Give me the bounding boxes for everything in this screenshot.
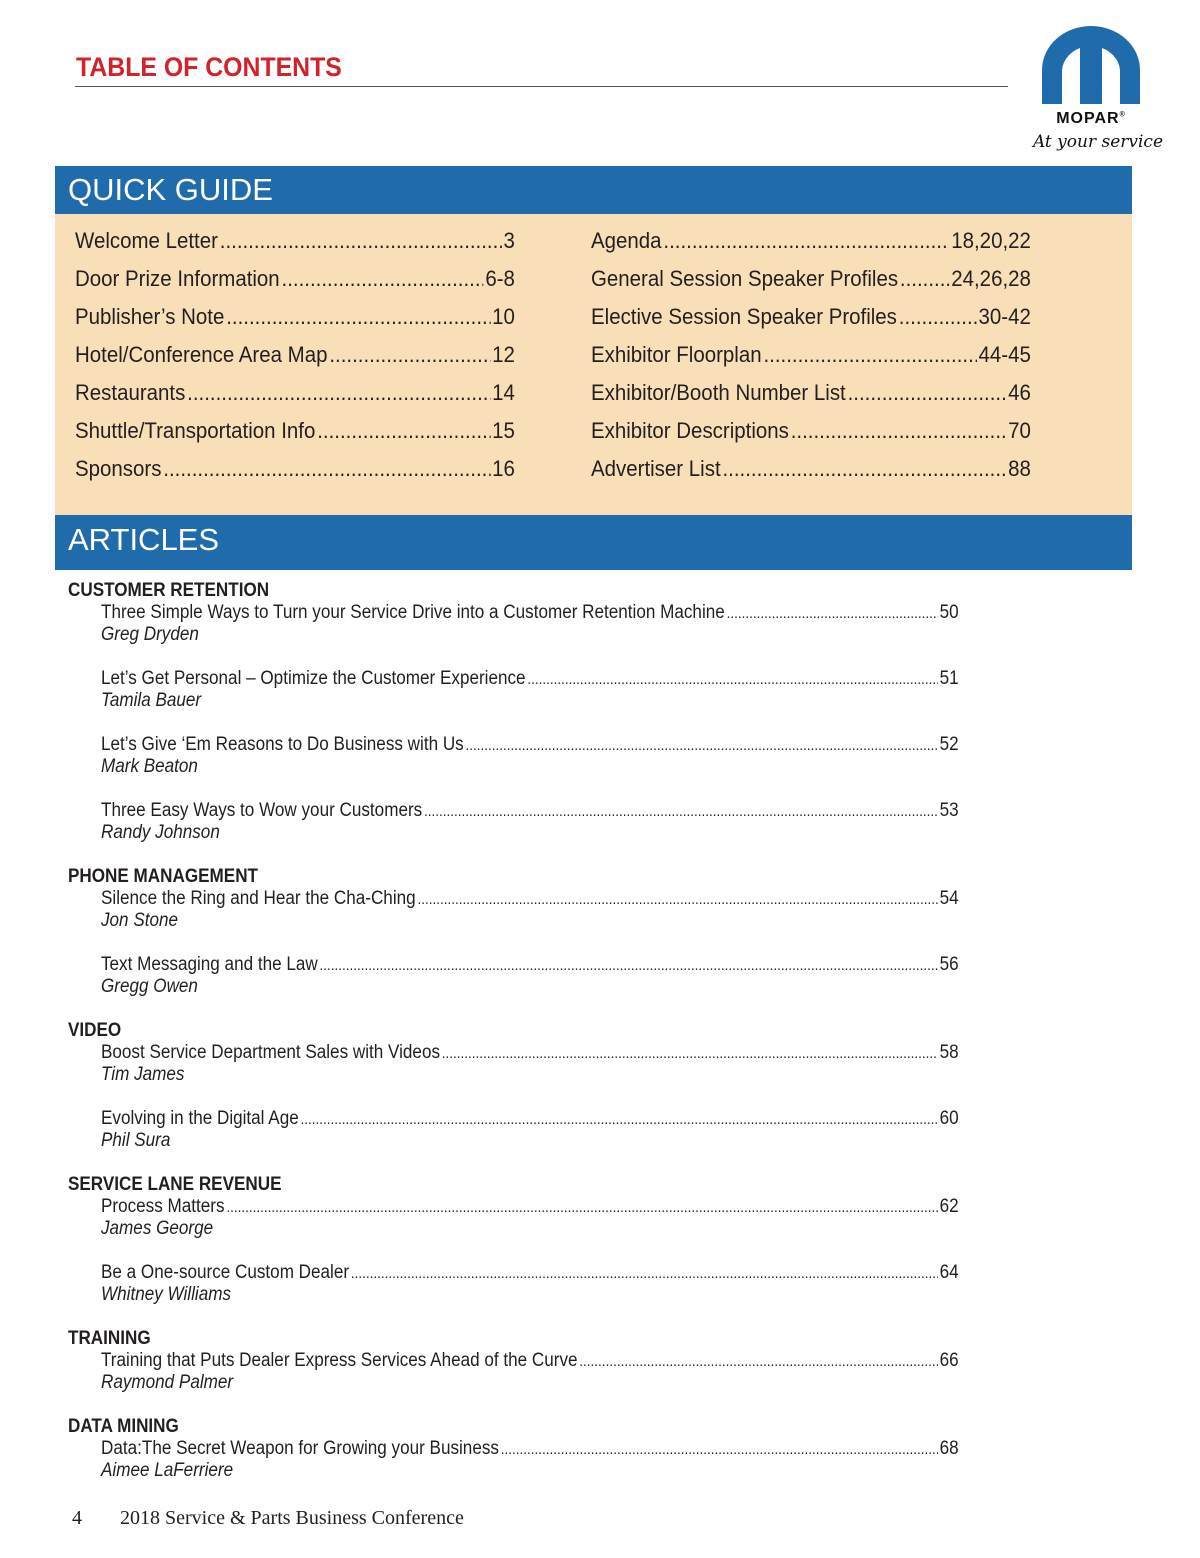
article-title: Boost Service Department Sales with Videos — [101, 1042, 441, 1063]
article-page: 60 — [939, 1108, 959, 1129]
toc-entry-page: 88 — [1008, 456, 1031, 481]
article-title-row — [101, 1438, 959, 1460]
dot-leader — [417, 889, 937, 911]
toc-entry-label: Advertiser List — [591, 456, 721, 481]
toc-entry-label: Exhibitor/Booth Number List — [591, 380, 846, 405]
toc-entry[interactable] — [75, 418, 515, 456]
footer-publication: 2018 Service & Parts Business Conference — [120, 1507, 464, 1529]
article-category: VIDEO — [68, 1020, 122, 1041]
toc-entry[interactable] — [75, 304, 515, 342]
toc-entry-label: Door Prize Information — [75, 266, 280, 291]
article-section — [68, 580, 1028, 866]
article-title-row — [101, 602, 959, 624]
article-entry[interactable] — [101, 954, 1028, 998]
article-author: Phil Sura — [101, 1130, 171, 1151]
title-divider — [75, 86, 1008, 87]
article-title-row — [101, 668, 959, 690]
toc-entry[interactable] — [591, 456, 1031, 494]
quick-guide-left-column — [75, 228, 515, 494]
toc-entry-label: Agenda — [591, 228, 662, 253]
toc-entry-page: 18,20,22 — [951, 228, 1031, 253]
article-author: Gregg Owen — [101, 976, 198, 997]
article-title: Training that Puts Dealer Express Services Ahead of the Curve — [101, 1350, 578, 1371]
article-title-row — [101, 734, 959, 756]
logo-wordmark: MOPAR® — [1056, 110, 1126, 127]
toc-entry-label: Elective Session Speaker Profiles — [591, 304, 897, 329]
dot-leader — [282, 266, 484, 292]
toc-entry-label: Publisher’s Note — [75, 304, 225, 329]
dot-leader — [424, 801, 938, 823]
dot-leader — [301, 1109, 938, 1131]
article-entry[interactable] — [101, 602, 1028, 646]
article-title-row — [101, 800, 959, 822]
toc-entry[interactable] — [591, 266, 1031, 304]
article-author: Mark Beaton — [101, 756, 198, 777]
toc-entry-page: 15 — [492, 418, 515, 443]
article-entry[interactable] — [101, 1438, 1028, 1482]
toc-entry-page: 24,26,28 — [951, 266, 1031, 291]
article-page: 53 — [939, 800, 959, 821]
dot-leader — [466, 735, 938, 757]
article-title-row — [101, 1262, 959, 1284]
spacer — [68, 932, 1028, 954]
toc-entry[interactable] — [591, 228, 1031, 266]
spacer — [68, 1086, 1028, 1108]
article-title-row — [101, 1350, 959, 1372]
article-entry[interactable] — [101, 888, 1028, 932]
article-category: PHONE MANAGEMENT — [68, 866, 259, 887]
dot-leader — [900, 266, 949, 292]
article-author: Tamila Bauer — [101, 690, 202, 711]
articles-list — [68, 580, 1028, 1482]
article-entry[interactable] — [101, 1350, 1028, 1394]
toc-entry-page: 70 — [1008, 418, 1031, 443]
page-footer — [72, 1507, 464, 1530]
article-author: Aimee LaFerriere — [101, 1460, 234, 1481]
article-page: 64 — [939, 1262, 959, 1283]
article-title-row — [101, 1196, 959, 1218]
article-author: Greg Dryden — [101, 624, 199, 645]
article-entry[interactable] — [101, 1108, 1028, 1152]
article-title: Silence the Ring and Hear the Cha-Ching — [101, 888, 416, 909]
toc-entry-page: 14 — [492, 380, 515, 405]
page-title: TABLE OF CONTENTS — [76, 52, 342, 82]
dot-leader — [722, 456, 1006, 482]
quick-guide-heading: QUICK GUIDE — [55, 166, 1132, 214]
article-page: 58 — [939, 1042, 959, 1063]
dot-leader — [351, 1263, 938, 1285]
dot-leader — [317, 418, 490, 444]
toc-entry-label: Hotel/Conference Area Map — [75, 342, 328, 367]
article-page: 62 — [939, 1196, 959, 1217]
article-title-row — [101, 888, 959, 910]
toc-entry[interactable] — [591, 380, 1031, 418]
article-page: 52 — [939, 734, 959, 755]
article-section — [68, 866, 1028, 1020]
toc-entry[interactable] — [591, 418, 1031, 456]
article-author: Jon Stone — [101, 910, 179, 931]
toc-entry-page: 16 — [492, 456, 515, 481]
toc-entry-label: General Session Speaker Profiles — [591, 266, 899, 291]
article-section — [68, 1020, 1028, 1174]
article-title: Be a One-source Custom Dealer — [101, 1262, 350, 1283]
article-author: Randy Johnson — [101, 822, 220, 843]
toc-entry-label: Restaurants — [75, 380, 186, 405]
dot-leader — [899, 304, 977, 330]
article-title: Text Messaging and the Law — [101, 954, 318, 975]
article-entry[interactable] — [101, 1262, 1028, 1306]
toc-entry-label: Welcome Letter — [75, 228, 218, 253]
quick-guide-right-column — [591, 228, 1031, 494]
spacer — [68, 1152, 1028, 1174]
dot-leader — [727, 603, 938, 625]
article-author: Tim James — [101, 1064, 185, 1085]
toc-entry[interactable] — [75, 380, 515, 418]
toc-entry-page: 44-45 — [978, 342, 1031, 367]
article-entry[interactable] — [101, 734, 1028, 778]
article-page: 51 — [939, 668, 959, 689]
toc-entry-page: 10 — [492, 304, 515, 329]
article-section — [68, 1328, 1028, 1416]
toc-entry-label: Exhibitor Descriptions — [591, 418, 789, 443]
toc-entry[interactable] — [591, 342, 1031, 380]
article-entry[interactable] — [101, 800, 1028, 844]
article-author: James George — [101, 1218, 214, 1239]
toc-entry-page: 30-42 — [978, 304, 1031, 329]
footer-page-number: 4 — [72, 1507, 82, 1529]
dot-leader — [220, 228, 502, 254]
mopar-logo — [1028, 22, 1164, 162]
article-page: 56 — [939, 954, 959, 975]
article-entry[interactable] — [101, 1196, 1028, 1240]
toc-entry-page: 46 — [1008, 380, 1031, 405]
dot-leader — [763, 342, 976, 368]
article-title: Let’s Give ‘Em Reasons to Do Business with Us — [101, 734, 464, 755]
logo-tagline: At your service — [1032, 132, 1164, 152]
dot-leader — [848, 380, 1007, 406]
articles-heading: ARTICLES — [55, 515, 1132, 570]
article-title: Process Matters — [101, 1196, 225, 1217]
dot-leader — [579, 1351, 938, 1373]
dot-leader — [226, 1197, 937, 1219]
toc-entry-label: Exhibitor Floorplan — [591, 342, 762, 367]
toc-entry[interactable] — [75, 228, 515, 266]
dot-leader — [527, 669, 937, 691]
spacer — [68, 1240, 1028, 1262]
spacer — [68, 844, 1028, 866]
mopar-m-icon — [1028, 22, 1154, 112]
toc-entry-page: 6-8 — [485, 266, 515, 291]
spacer — [68, 646, 1028, 668]
toc-entry[interactable] — [75, 456, 515, 494]
article-title: Three Simple Ways to Turn your Service Drive into a Customer Retention Machine — [101, 602, 725, 623]
toc-entry[interactable] — [75, 342, 515, 380]
article-page: 54 — [939, 888, 959, 909]
article-page: 50 — [939, 602, 959, 623]
article-category: DATA MINING — [68, 1416, 179, 1437]
article-author: Whitney Williams — [101, 1284, 232, 1305]
spacer — [68, 1394, 1028, 1416]
spacer — [68, 712, 1028, 734]
article-title: Three Easy Ways to Wow your Customers — [101, 800, 423, 821]
dot-leader — [442, 1043, 938, 1065]
toc-entry[interactable] — [75, 266, 515, 304]
spacer — [68, 998, 1028, 1020]
toc-entry-page: 3 — [503, 228, 515, 253]
article-page: 68 — [939, 1438, 959, 1459]
article-title-row — [101, 1108, 959, 1130]
dot-leader — [163, 456, 490, 482]
spacer — [68, 1306, 1028, 1328]
article-category: SERVICE LANE REVENUE — [68, 1174, 282, 1195]
toc-entry-label: Shuttle/Transportation Info — [75, 418, 316, 443]
article-section — [68, 1416, 1028, 1482]
article-title-row — [101, 1042, 959, 1064]
article-author: Raymond Palmer — [101, 1372, 234, 1393]
article-section — [68, 1174, 1028, 1328]
article-title: Let’s Get Personal – Optimize the Customer Experience — [101, 668, 526, 689]
toc-entry[interactable] — [591, 304, 1031, 342]
article-entry[interactable] — [101, 668, 1028, 712]
spacer — [68, 778, 1028, 800]
article-title: Evolving in the Digital Age — [101, 1108, 299, 1129]
article-title-row — [101, 954, 959, 976]
dot-leader — [663, 228, 949, 254]
article-entry[interactable] — [101, 1042, 1028, 1086]
dot-leader — [791, 418, 1007, 444]
article-page: 66 — [939, 1350, 959, 1371]
dot-leader — [226, 304, 490, 330]
article-category: CUSTOMER RETENTION — [68, 580, 270, 601]
article-title: Data:The Secret Weapon for Growing your Business — [101, 1438, 499, 1459]
toc-entry-label: Sponsors — [75, 456, 162, 481]
dot-leader — [501, 1439, 938, 1461]
toc-entry-page: 12 — [492, 342, 515, 367]
dot-leader — [187, 380, 490, 406]
dot-leader — [320, 955, 938, 977]
dot-leader — [329, 342, 490, 368]
article-category: TRAINING — [68, 1328, 151, 1349]
